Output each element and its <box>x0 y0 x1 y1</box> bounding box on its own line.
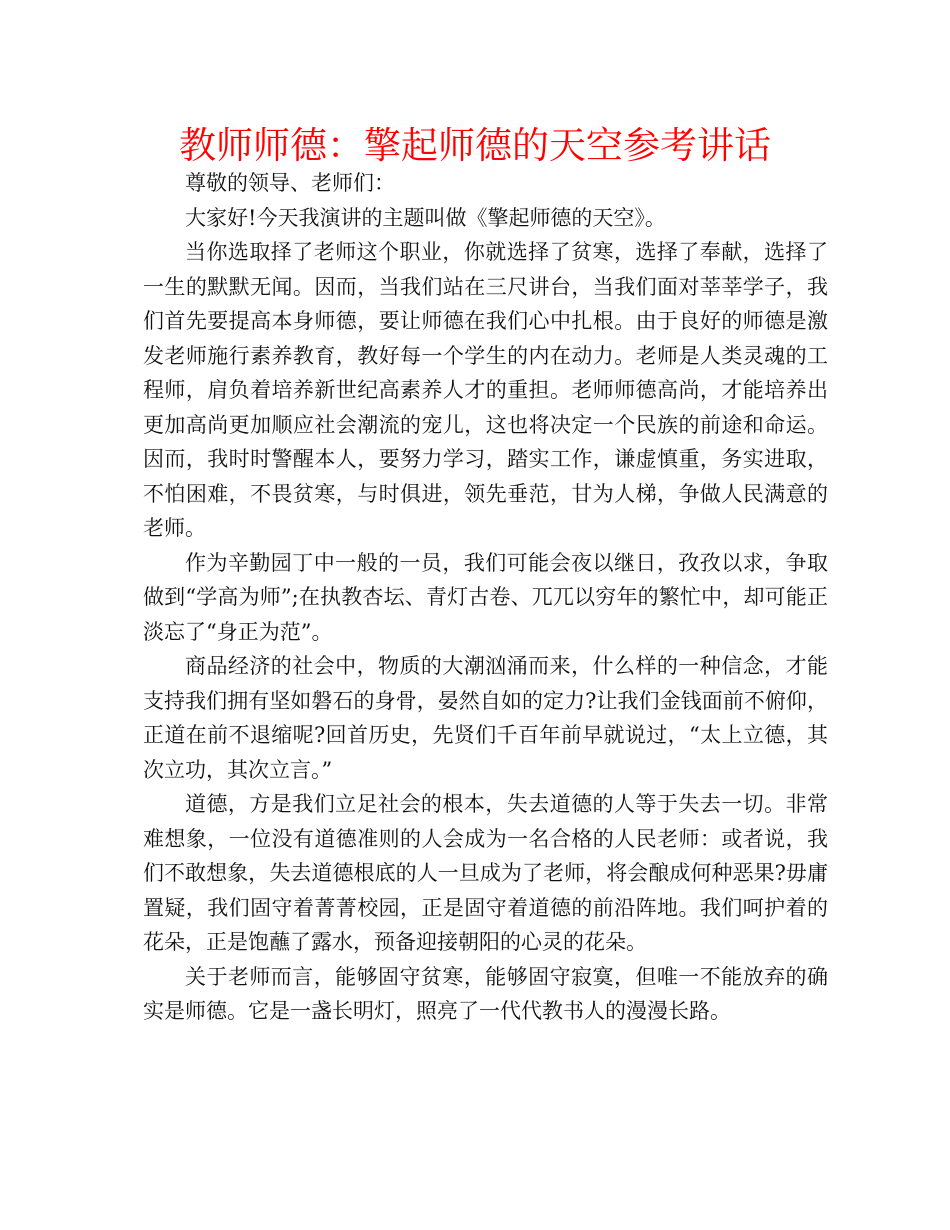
body-paragraph-1: 当你选取择了老师这个职业，你就选择了贫寒，选择了奉献，选择了一生的默默无闻。因而，当我们站在三尺讲台，当我们面对莘莘学子，我们首先要提高本身师德，要让师德在我们心中扎根。由于良好的师德是激发老师施行素养教育，教好每一个学生的内在动力。老师是人类灵魂的工程师，肩负着培养新世纪高素养人才的重担。老师师德高尚，才能培养出更加高尚更加顺应社会潮流的宠儿，这也将决定一个民族的前途和命运。因而，我时时警醒本人，要努力学习，踏实工作，谦虚慎重，务实进取，不怕困难，不畏贫寒，与时俱进，领先垂范，甘为人梯，争做人民满意的老师。 <box>143 240 828 540</box>
document-title: 教师师德：擎起师德的天空参考讲话 <box>179 124 771 167</box>
body-paragraph-2: 作为辛勤园丁中一般的一员，我们可能会夜以继日，孜孜以求，争取做到“学高为师”;在执教杏坛、青灯古卷、兀兀以穷年的繁忙中，却可能正淡忘了“身正为范”。 <box>143 550 828 644</box>
body-paragraph-3: 商品经济的社会中，物质的大潮汹涌而来，什么样的一种信念，才能支持我们拥有坚如磐石的身骨，晏然自如的定力?让我们金钱面前不俯仰，正道在前不退缩呢?回首历史，先贤们千百年前早就说过，“太上立德，其次立功，其次立言。” <box>143 654 828 782</box>
body-paragraph-4: 道德，方是我们立足社会的根本，失去道德的人等于失去一切。非常难想象，一位没有道德准则的人会成为一名合格的人民老师：或者说，我们不敢想象，失去道德根底的人一旦成为了老师，将会酿成何种恶果?毋庸置疑，我们固守着菁菁校园，正是固守着道德的前沿阵地。我们呵护着的花朵，正是饱蘸了露水，预备迎接朝阳的心灵的花朵。 <box>143 792 828 954</box>
body-paragraph-5: 关于老师而言，能够固守贫寒，能够固守寂寞，但唯一不能放弃的确实是师德。它是一盏长明灯，照亮了一代代教书人的漫漫长路。 <box>143 964 828 1023</box>
greeting-paragraph: 大家好!今天我演讲的主题叫做《擎起师德的天空》。 <box>185 205 666 230</box>
salutation-paragraph: 尊敬的领导、老师们： <box>185 171 395 195</box>
document-body <box>143 166 828 1029</box>
